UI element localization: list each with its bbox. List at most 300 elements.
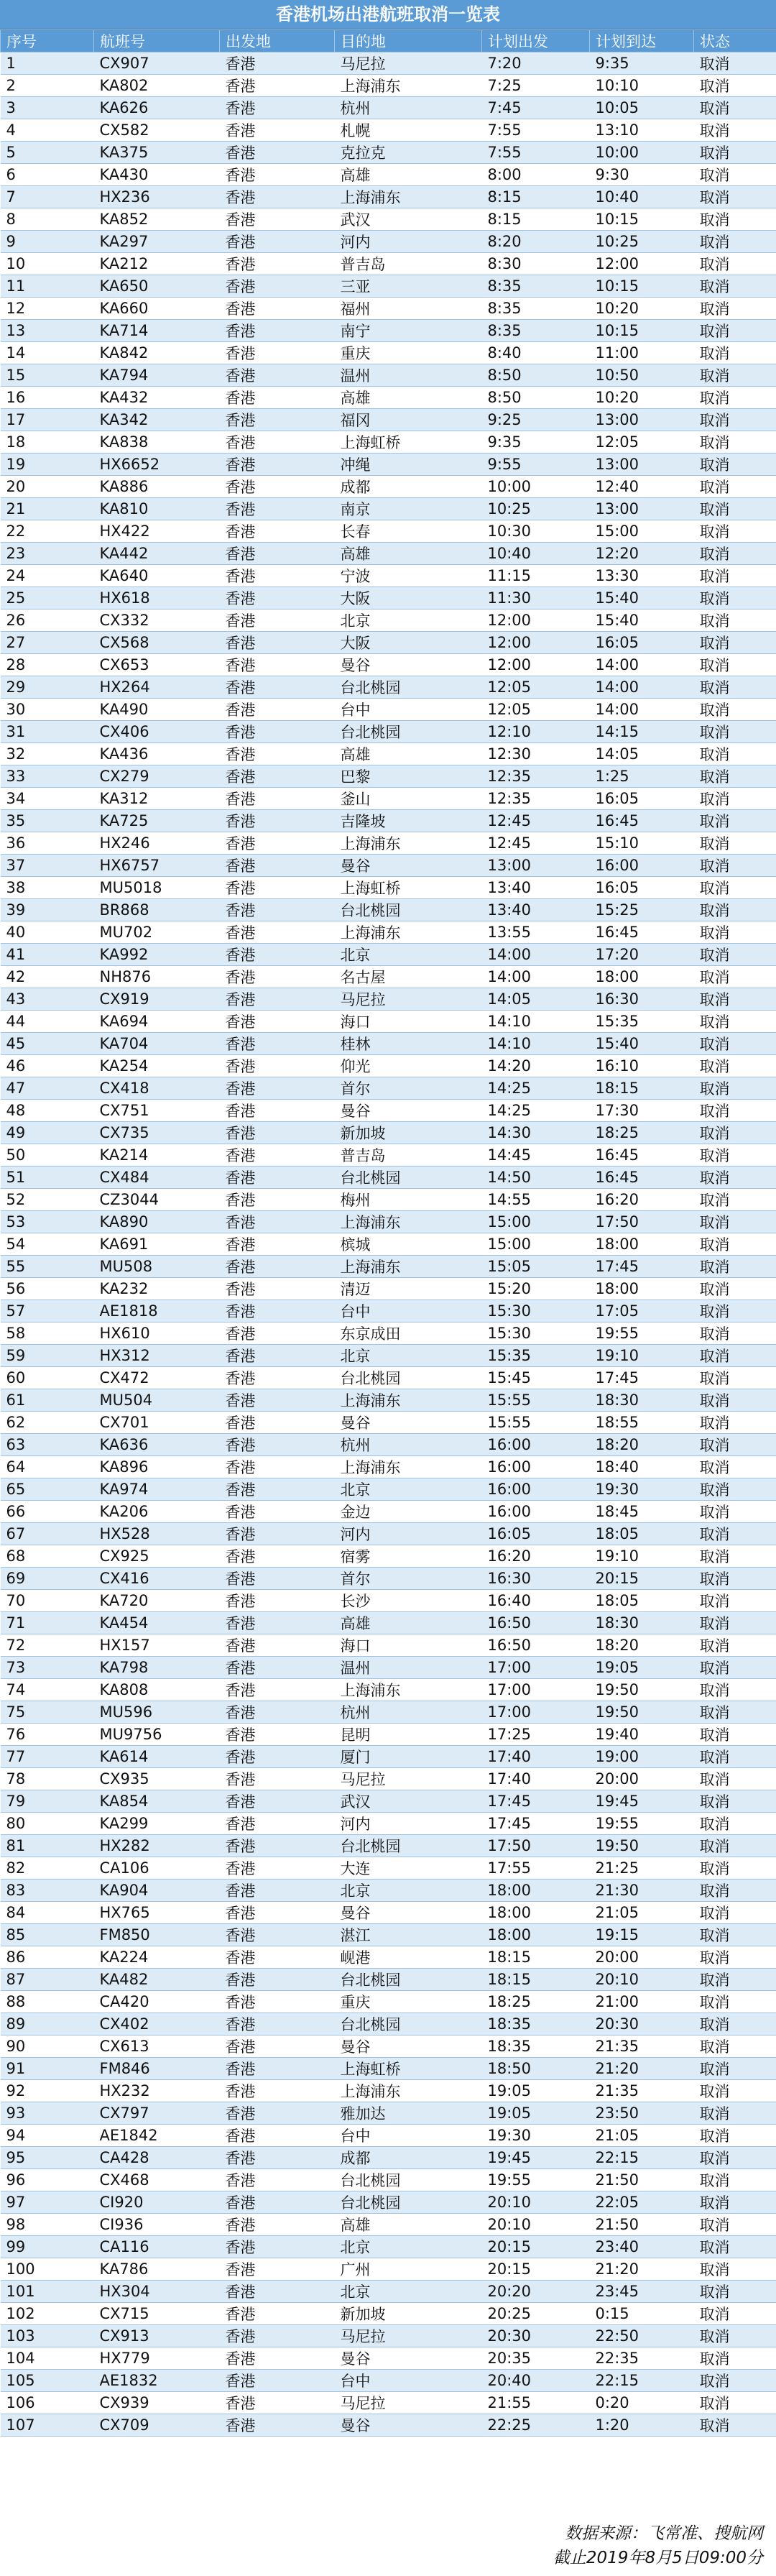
cell-flight: CX416 bbox=[94, 1568, 220, 1590]
cell-departure: 17:45 bbox=[482, 1813, 590, 1835]
cell-index: 74 bbox=[1, 1679, 94, 1701]
cell-origin: 香港 bbox=[220, 97, 335, 119]
cell-departure: 15:00 bbox=[482, 1233, 590, 1256]
cell-destination: 上海浦东 bbox=[335, 75, 482, 97]
cell-destination: 上海浦东 bbox=[335, 1389, 482, 1412]
cell-departure: 15:45 bbox=[482, 1367, 590, 1389]
cell-origin: 香港 bbox=[220, 208, 335, 231]
cell-arrival: 19:45 bbox=[590, 1790, 694, 1813]
cell-index: 21 bbox=[1, 498, 94, 520]
cell-departure: 8:50 bbox=[482, 364, 590, 387]
cell-status: 取消 bbox=[694, 431, 776, 454]
cell-departure: 21:55 bbox=[482, 2392, 590, 2414]
cell-status: 取消 bbox=[694, 921, 776, 944]
cell-departure: 17:40 bbox=[482, 1768, 590, 1790]
table-row bbox=[1, 164, 776, 186]
cell-index: 86 bbox=[1, 1946, 94, 1969]
cell-flight: CX907 bbox=[94, 52, 220, 75]
cell-arrival: 19:55 bbox=[590, 1322, 694, 1345]
table-row bbox=[1, 2013, 776, 2036]
cell-destination: 台中 bbox=[335, 2370, 482, 2392]
cell-departure: 15:35 bbox=[482, 1345, 590, 1367]
cell-status: 取消 bbox=[694, 1946, 776, 1969]
cell-destination: 长沙 bbox=[335, 1590, 482, 1612]
cell-destination: 上海浦东 bbox=[335, 1256, 482, 1278]
cell-index: 61 bbox=[1, 1389, 94, 1412]
cell-flight: KA254 bbox=[94, 1055, 220, 1077]
cell-destination: 湛江 bbox=[335, 1924, 482, 1946]
cell-flight: HX236 bbox=[94, 186, 220, 208]
cell-index: 64 bbox=[1, 1456, 94, 1478]
cell-origin: 香港 bbox=[220, 2036, 335, 2058]
cell-index: 40 bbox=[1, 921, 94, 944]
cell-departure: 14:00 bbox=[482, 944, 590, 966]
table-row bbox=[1, 454, 776, 476]
cell-status: 取消 bbox=[694, 2370, 776, 2392]
cell-departure: 14:20 bbox=[482, 1055, 590, 1077]
cell-index: 99 bbox=[1, 2236, 94, 2258]
cell-status: 取消 bbox=[694, 2325, 776, 2347]
cell-arrival: 12:00 bbox=[590, 253, 694, 275]
cell-flight: HX610 bbox=[94, 1322, 220, 1345]
table-row bbox=[1, 1478, 776, 1501]
cell-departure: 18:15 bbox=[482, 1946, 590, 1969]
cell-destination: 北京 bbox=[335, 610, 482, 632]
col-header-origin: 出发地 bbox=[220, 30, 335, 52]
cell-destination: 马尼拉 bbox=[335, 2325, 482, 2347]
cell-origin: 香港 bbox=[220, 855, 335, 877]
cell-arrival: 10:00 bbox=[590, 142, 694, 164]
cell-status: 取消 bbox=[694, 966, 776, 988]
table-row bbox=[1, 1434, 776, 1456]
table-row bbox=[1, 1055, 776, 1077]
cell-origin: 香港 bbox=[220, 1278, 335, 1300]
table-row bbox=[1, 2125, 776, 2147]
table-row bbox=[1, 1456, 776, 1478]
cell-index: 101 bbox=[1, 2281, 94, 2303]
cell-departure: 18:35 bbox=[482, 2013, 590, 2036]
cell-destination: 重庆 bbox=[335, 342, 482, 364]
cell-status: 取消 bbox=[694, 2058, 776, 2080]
cell-destination: 台中 bbox=[335, 699, 482, 721]
cell-origin: 香港 bbox=[220, 543, 335, 565]
cell-arrival: 12:40 bbox=[590, 476, 694, 498]
cell-departure: 14:10 bbox=[482, 1033, 590, 1055]
table-row bbox=[1, 1233, 776, 1256]
cell-destination: 台北桃园 bbox=[335, 721, 482, 743]
cell-flight: MU5018 bbox=[94, 877, 220, 899]
cell-index: 44 bbox=[1, 1011, 94, 1033]
cell-flight: KA838 bbox=[94, 431, 220, 454]
cell-arrival: 19:00 bbox=[590, 1746, 694, 1768]
table-row bbox=[1, 1412, 776, 1434]
cell-arrival: 16:10 bbox=[590, 1055, 694, 1077]
cell-status: 取消 bbox=[694, 810, 776, 832]
cell-flight: KA206 bbox=[94, 1501, 220, 1523]
table-row bbox=[1, 97, 776, 119]
cell-status: 取消 bbox=[694, 1813, 776, 1835]
col-header-destination: 目的地 bbox=[335, 30, 482, 52]
cell-arrival: 18:40 bbox=[590, 1456, 694, 1478]
table-row bbox=[1, 832, 776, 855]
cell-flight: CX406 bbox=[94, 721, 220, 743]
cell-departure: 12:05 bbox=[482, 676, 590, 699]
cell-status: 取消 bbox=[694, 320, 776, 342]
cell-flight: KA798 bbox=[94, 1657, 220, 1679]
cell-origin: 香港 bbox=[220, 2125, 335, 2147]
cell-destination: 高雄 bbox=[335, 743, 482, 765]
cell-index: 15 bbox=[1, 364, 94, 387]
cell-destination: 台北桃园 bbox=[335, 2013, 482, 2036]
cell-origin: 香港 bbox=[220, 119, 335, 142]
cell-destination: 北京 bbox=[335, 1478, 482, 1501]
footer bbox=[553, 2521, 763, 2570]
table-row bbox=[1, 1790, 776, 1813]
cell-departure: 8:35 bbox=[482, 275, 590, 298]
cell-status: 取消 bbox=[694, 1902, 776, 1924]
cell-status: 取消 bbox=[694, 676, 776, 699]
cell-departure: 12:45 bbox=[482, 810, 590, 832]
cell-arrival: 14:00 bbox=[590, 676, 694, 699]
cell-departure: 20:20 bbox=[482, 2281, 590, 2303]
cell-departure: 15:30 bbox=[482, 1300, 590, 1322]
cell-arrival: 22:05 bbox=[590, 2191, 694, 2214]
cell-origin: 香港 bbox=[220, 75, 335, 97]
cell-index: 28 bbox=[1, 654, 94, 676]
cell-arrival: 9:35 bbox=[590, 52, 694, 75]
cell-destination: 河内 bbox=[335, 231, 482, 253]
cell-flight: NH876 bbox=[94, 966, 220, 988]
cell-status: 取消 bbox=[694, 2303, 776, 2325]
cell-index: 38 bbox=[1, 877, 94, 899]
table-row bbox=[1, 2102, 776, 2125]
cell-departure: 15:30 bbox=[482, 1322, 590, 1345]
cell-flight: KA896 bbox=[94, 1456, 220, 1478]
cell-destination: 马尼拉 bbox=[335, 2392, 482, 2414]
table-row bbox=[1, 1568, 776, 1590]
table-row bbox=[1, 899, 776, 921]
cell-origin: 香港 bbox=[220, 1946, 335, 1969]
cell-departure: 19:30 bbox=[482, 2125, 590, 2147]
cell-origin: 香港 bbox=[220, 1969, 335, 1991]
cell-departure: 20:35 bbox=[482, 2347, 590, 2370]
cell-flight: HX422 bbox=[94, 520, 220, 543]
cell-origin: 香港 bbox=[220, 1256, 335, 1278]
cell-index: 81 bbox=[1, 1835, 94, 1857]
cell-arrival: 21:50 bbox=[590, 2169, 694, 2191]
cell-departure: 16:20 bbox=[482, 1545, 590, 1568]
cell-status: 取消 bbox=[694, 721, 776, 743]
cell-departure: 10:25 bbox=[482, 498, 590, 520]
cell-index: 52 bbox=[1, 1189, 94, 1211]
cell-destination: 首尔 bbox=[335, 1568, 482, 1590]
cell-arrival: 0:15 bbox=[590, 2303, 694, 2325]
cell-origin: 香港 bbox=[220, 2214, 335, 2236]
cell-departure: 14:05 bbox=[482, 988, 590, 1011]
flight-table bbox=[0, 29, 776, 2437]
cell-origin: 香港 bbox=[220, 1367, 335, 1389]
cell-status: 取消 bbox=[694, 75, 776, 97]
cell-origin: 香港 bbox=[220, 231, 335, 253]
cell-flight: KA992 bbox=[94, 944, 220, 966]
cell-arrival: 13:10 bbox=[590, 119, 694, 142]
cell-index: 96 bbox=[1, 2169, 94, 2191]
cell-flight: KA794 bbox=[94, 364, 220, 387]
cell-departure: 18:00 bbox=[482, 1924, 590, 1946]
cell-flight: KA299 bbox=[94, 1813, 220, 1835]
cell-origin: 香港 bbox=[220, 699, 335, 721]
cell-origin: 香港 bbox=[220, 164, 335, 186]
table-row bbox=[1, 810, 776, 832]
cell-index: 16 bbox=[1, 387, 94, 409]
table-row bbox=[1, 1813, 776, 1835]
cell-index: 66 bbox=[1, 1501, 94, 1523]
cell-status: 取消 bbox=[694, 1189, 776, 1211]
cell-status: 取消 bbox=[694, 1568, 776, 1590]
cell-index: 80 bbox=[1, 1813, 94, 1835]
cell-index: 12 bbox=[1, 298, 94, 320]
cell-destination: 高雄 bbox=[335, 2214, 482, 2236]
cell-status: 取消 bbox=[694, 1768, 776, 1790]
cell-origin: 香港 bbox=[220, 1478, 335, 1501]
cell-index: 87 bbox=[1, 1969, 94, 1991]
cell-index: 54 bbox=[1, 1233, 94, 1256]
table-row bbox=[1, 498, 776, 520]
cell-flight: CA116 bbox=[94, 2236, 220, 2258]
cell-destination: 上海浦东 bbox=[335, 1679, 482, 1701]
cell-status: 取消 bbox=[694, 1790, 776, 1813]
cell-index: 90 bbox=[1, 2036, 94, 2058]
cell-origin: 香港 bbox=[220, 498, 335, 520]
cell-flight: HX618 bbox=[94, 587, 220, 610]
cell-destination: 大阪 bbox=[335, 587, 482, 610]
cell-arrival: 18:05 bbox=[590, 1590, 694, 1612]
cell-departure: 12:30 bbox=[482, 743, 590, 765]
table-row bbox=[1, 1345, 776, 1367]
cell-origin: 香港 bbox=[220, 1189, 335, 1211]
table-row bbox=[1, 676, 776, 699]
cell-arrival: 18:30 bbox=[590, 1389, 694, 1412]
cell-status: 取消 bbox=[694, 2258, 776, 2281]
cell-status: 取消 bbox=[694, 52, 776, 75]
cell-index: 59 bbox=[1, 1345, 94, 1367]
cell-origin: 香港 bbox=[220, 1612, 335, 1634]
cell-destination: 长春 bbox=[335, 520, 482, 543]
cell-arrival: 21:05 bbox=[590, 2125, 694, 2147]
cell-origin: 香港 bbox=[220, 1545, 335, 1568]
cell-arrival: 15:25 bbox=[590, 899, 694, 921]
cell-status: 取消 bbox=[694, 231, 776, 253]
cell-origin: 香港 bbox=[220, 2281, 335, 2303]
table-row bbox=[1, 520, 776, 543]
cell-status: 取消 bbox=[694, 565, 776, 587]
cell-flight: KA714 bbox=[94, 320, 220, 342]
cell-status: 取消 bbox=[694, 632, 776, 654]
cell-departure: 8:20 bbox=[482, 231, 590, 253]
table-row bbox=[1, 1724, 776, 1746]
cell-arrival: 18:55 bbox=[590, 1412, 694, 1434]
table-row bbox=[1, 921, 776, 944]
cell-index: 84 bbox=[1, 1902, 94, 1924]
cell-origin: 香港 bbox=[220, 2169, 335, 2191]
cell-departure: 12:35 bbox=[482, 788, 590, 810]
cell-departure: 9:25 bbox=[482, 409, 590, 431]
cell-flight: KA810 bbox=[94, 498, 220, 520]
cell-arrival: 10:15 bbox=[590, 208, 694, 231]
cell-status: 取消 bbox=[694, 988, 776, 1011]
cell-status: 取消 bbox=[694, 2125, 776, 2147]
cell-flight: KA614 bbox=[94, 1746, 220, 1768]
cell-arrival: 12:05 bbox=[590, 431, 694, 454]
cell-destination: 新加坡 bbox=[335, 1122, 482, 1144]
cell-departure: 18:35 bbox=[482, 2036, 590, 2058]
footer-cutoff: 截止2019年8月5日09:00分 bbox=[553, 2549, 763, 2567]
cell-destination: 河内 bbox=[335, 1523, 482, 1545]
cell-origin: 香港 bbox=[220, 2370, 335, 2392]
table-row bbox=[1, 75, 776, 97]
cell-origin: 香港 bbox=[220, 1033, 335, 1055]
cell-origin: 香港 bbox=[220, 1835, 335, 1857]
cell-departure: 11:15 bbox=[482, 565, 590, 587]
cell-status: 取消 bbox=[694, 387, 776, 409]
cell-flight: CX568 bbox=[94, 632, 220, 654]
cell-origin: 香港 bbox=[220, 1167, 335, 1189]
col-header-index: 序号 bbox=[1, 30, 94, 52]
cell-destination: 东京成田 bbox=[335, 1322, 482, 1345]
table-row bbox=[1, 1857, 776, 1880]
cell-departure: 13:00 bbox=[482, 855, 590, 877]
cell-origin: 香港 bbox=[220, 2303, 335, 2325]
cell-destination: 厦门 bbox=[335, 1746, 482, 1768]
cell-departure: 19:55 bbox=[482, 2169, 590, 2191]
cell-departure: 8:35 bbox=[482, 298, 590, 320]
cell-arrival: 20:15 bbox=[590, 1568, 694, 1590]
cell-index: 14 bbox=[1, 342, 94, 364]
header-row bbox=[1, 30, 776, 52]
cell-flight: CX735 bbox=[94, 1122, 220, 1144]
cell-origin: 香港 bbox=[220, 721, 335, 743]
cell-origin: 香港 bbox=[220, 298, 335, 320]
cell-origin: 香港 bbox=[220, 2147, 335, 2169]
cell-origin: 香港 bbox=[220, 1211, 335, 1233]
cell-destination: 巴黎 bbox=[335, 765, 482, 788]
cell-destination: 上海浦东 bbox=[335, 832, 482, 855]
cell-arrival: 16:05 bbox=[590, 632, 694, 654]
table-row bbox=[1, 2414, 776, 2437]
cell-arrival: 21:20 bbox=[590, 2058, 694, 2080]
cell-status: 取消 bbox=[694, 342, 776, 364]
cell-index: 6 bbox=[1, 164, 94, 186]
cell-departure: 16:30 bbox=[482, 1568, 590, 1590]
cell-destination: 釜山 bbox=[335, 788, 482, 810]
cell-destination: 海口 bbox=[335, 1011, 482, 1033]
cell-status: 取消 bbox=[694, 944, 776, 966]
cell-index: 60 bbox=[1, 1367, 94, 1389]
cell-arrival: 19:55 bbox=[590, 1813, 694, 1835]
cell-origin: 香港 bbox=[220, 1011, 335, 1033]
cell-destination: 台北桃园 bbox=[335, 2169, 482, 2191]
cell-flight: KA436 bbox=[94, 743, 220, 765]
cell-status: 取消 bbox=[694, 1100, 776, 1122]
cell-origin: 香港 bbox=[220, 431, 335, 454]
cell-index: 20 bbox=[1, 476, 94, 498]
table-body bbox=[1, 52, 776, 2437]
cell-arrival: 10:50 bbox=[590, 364, 694, 387]
cell-destination: 槟城 bbox=[335, 1233, 482, 1256]
cell-arrival: 19:15 bbox=[590, 1924, 694, 1946]
cell-departure: 11:30 bbox=[482, 587, 590, 610]
cell-departure: 8:00 bbox=[482, 164, 590, 186]
cell-arrival: 13:00 bbox=[590, 454, 694, 476]
cell-origin: 香港 bbox=[220, 944, 335, 966]
cell-index: 77 bbox=[1, 1746, 94, 1768]
cell-status: 取消 bbox=[694, 1122, 776, 1144]
cell-departure: 16:50 bbox=[482, 1634, 590, 1657]
cell-index: 8 bbox=[1, 208, 94, 231]
cell-origin: 香港 bbox=[220, 1746, 335, 1768]
table-row bbox=[1, 743, 776, 765]
cell-status: 取消 bbox=[694, 2147, 776, 2169]
cell-status: 取消 bbox=[694, 1077, 776, 1100]
cell-origin: 香港 bbox=[220, 1880, 335, 1902]
cell-status: 取消 bbox=[694, 119, 776, 142]
table-row bbox=[1, 387, 776, 409]
cell-index: 45 bbox=[1, 1033, 94, 1055]
cell-status: 取消 bbox=[694, 1701, 776, 1724]
cell-arrival: 20:10 bbox=[590, 1969, 694, 1991]
cell-destination: 名古屋 bbox=[335, 966, 482, 988]
cell-departure: 20:10 bbox=[482, 2191, 590, 2214]
cell-flight: CX925 bbox=[94, 1545, 220, 1568]
cell-status: 取消 bbox=[694, 2102, 776, 2125]
cell-origin: 香港 bbox=[220, 1412, 335, 1434]
table-row bbox=[1, 2191, 776, 2214]
cell-status: 取消 bbox=[694, 1278, 776, 1300]
cell-departure: 14:25 bbox=[482, 1100, 590, 1122]
cell-flight: AE1842 bbox=[94, 2125, 220, 2147]
cell-flight: CX939 bbox=[94, 2392, 220, 2414]
cell-arrival: 20:00 bbox=[590, 1768, 694, 1790]
cell-origin: 香港 bbox=[220, 520, 335, 543]
cell-flight: CX715 bbox=[94, 2303, 220, 2325]
cell-index: 39 bbox=[1, 899, 94, 921]
cell-flight: AE1818 bbox=[94, 1300, 220, 1322]
cell-destination: 曼谷 bbox=[335, 855, 482, 877]
col-header-arrival: 计划到达 bbox=[590, 30, 694, 52]
cell-status: 取消 bbox=[694, 142, 776, 164]
col-header-status: 状态 bbox=[694, 30, 776, 52]
cell-destination: 台北桃园 bbox=[335, 1167, 482, 1189]
cell-status: 取消 bbox=[694, 1545, 776, 1568]
cell-arrival: 23:50 bbox=[590, 2102, 694, 2125]
cell-destination: 高雄 bbox=[335, 1612, 482, 1634]
table-row bbox=[1, 1256, 776, 1278]
cell-destination: 武汉 bbox=[335, 208, 482, 231]
cell-destination: 曼谷 bbox=[335, 2347, 482, 2370]
cell-flight: KA974 bbox=[94, 1478, 220, 1501]
table-row bbox=[1, 1389, 776, 1412]
cell-destination: 上海虹桥 bbox=[335, 877, 482, 899]
cell-arrival: 16:05 bbox=[590, 877, 694, 899]
cell-status: 取消 bbox=[694, 1991, 776, 2013]
cell-origin: 香港 bbox=[220, 587, 335, 610]
cell-departure: 12:00 bbox=[482, 632, 590, 654]
table-row bbox=[1, 1322, 776, 1345]
table-row bbox=[1, 765, 776, 788]
cell-origin: 香港 bbox=[220, 2191, 335, 2214]
cell-flight: KA660 bbox=[94, 298, 220, 320]
cell-status: 取消 bbox=[694, 1924, 776, 1946]
